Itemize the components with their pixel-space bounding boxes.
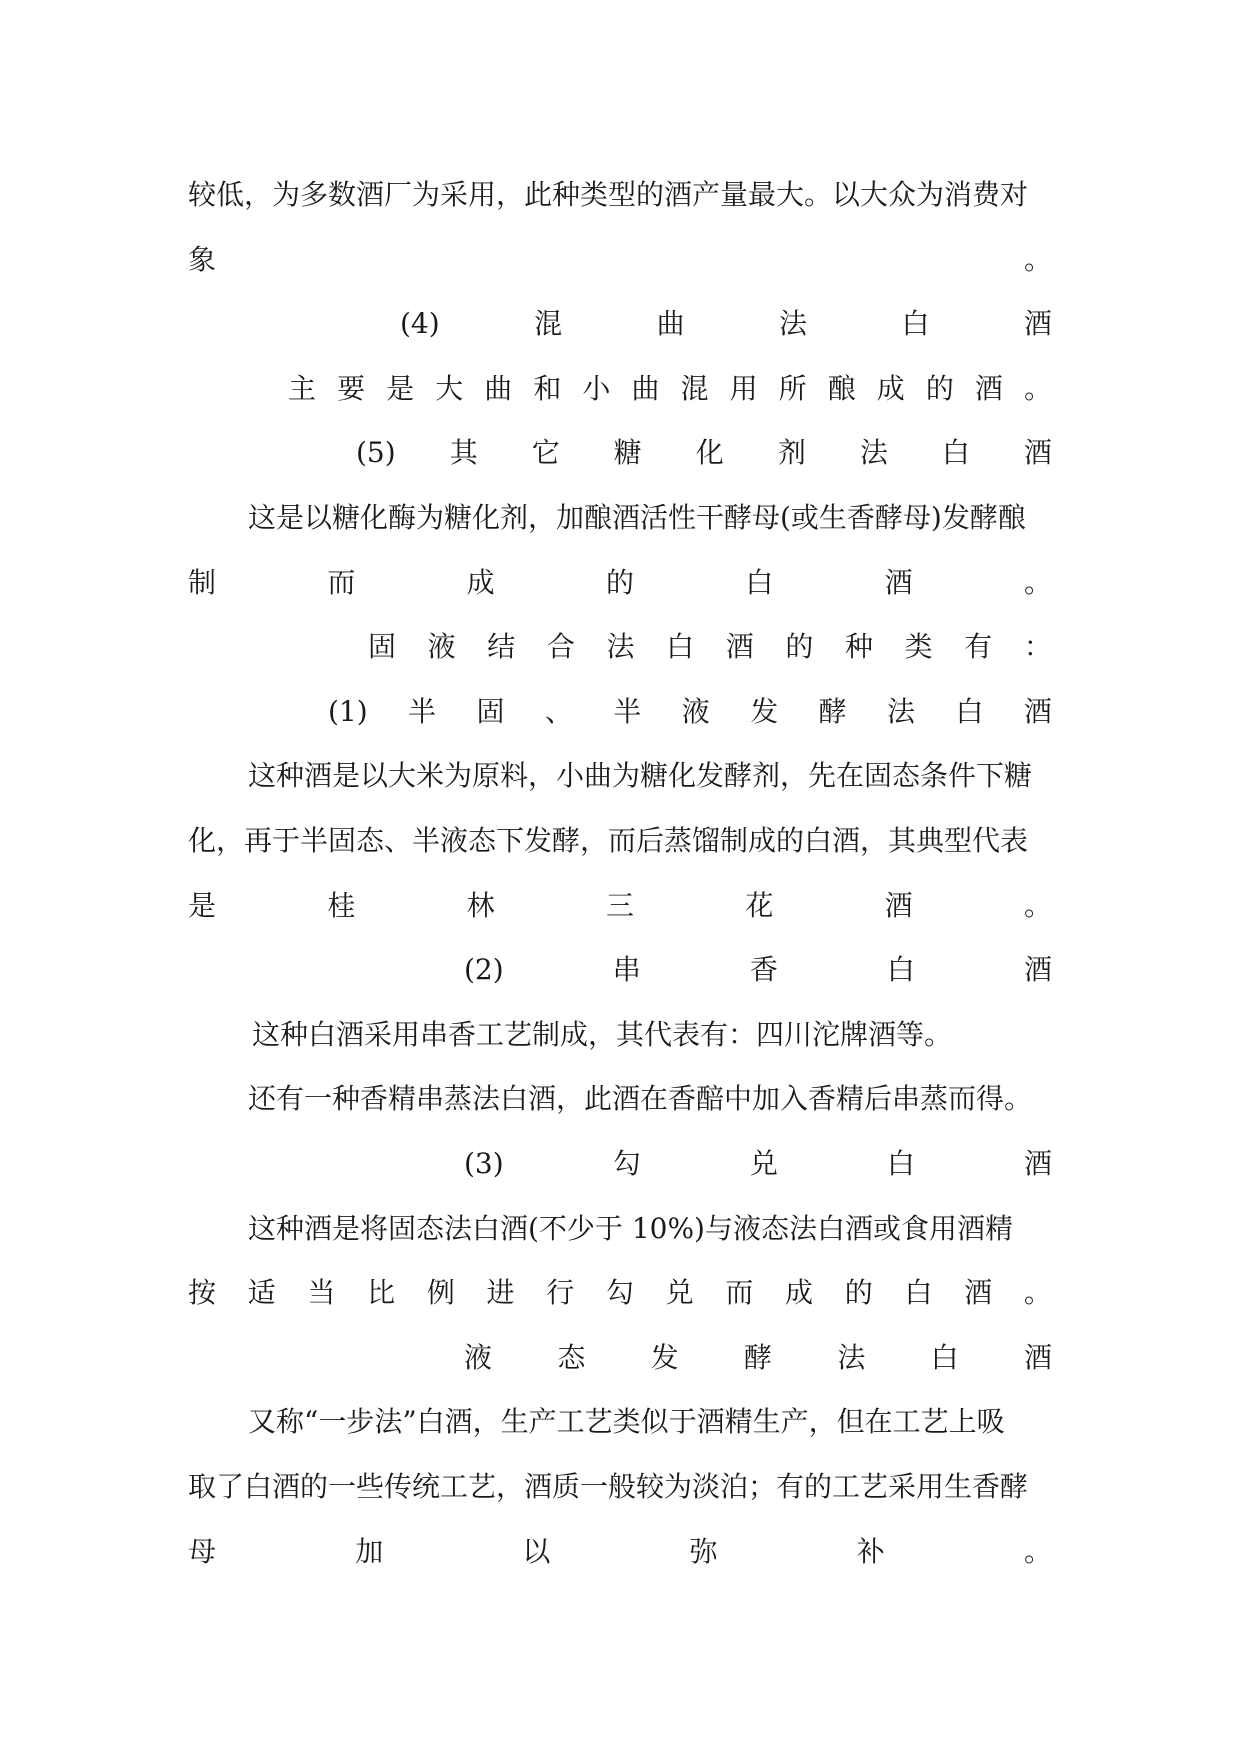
text-token: 是 (188, 888, 217, 922)
text-token: 酒 (1023, 307, 1052, 341)
text-token: 三 (605, 888, 634, 922)
text-token: 要 (337, 371, 366, 405)
text-line (328, 687, 1052, 737)
text-line (188, 1527, 1052, 1577)
text-token: 法 (606, 630, 635, 664)
text-token: 象 (188, 242, 217, 276)
text-token: 曲 (656, 307, 685, 341)
text-token: 合 (546, 630, 575, 664)
text-token: 。 (1023, 242, 1052, 276)
text-token: 法 (887, 694, 916, 728)
text-token: 比 (367, 1276, 396, 1310)
text-token: 半 (408, 694, 437, 728)
text-token: 而 (327, 565, 356, 599)
text-token: 其 (449, 436, 478, 470)
text-token: 林 (466, 888, 495, 922)
text-token: 和 (533, 371, 562, 405)
text-token: 酒 (884, 888, 913, 922)
text-token: 补 (856, 1534, 885, 1568)
text-token: 酒 (725, 630, 754, 664)
text-line: 化，再于半固态、半液态下发酵，而后蒸馏制成的白酒，其典型代表 (188, 824, 1029, 857)
text-token: 酵 (818, 694, 847, 728)
text-line (464, 1139, 1052, 1189)
text-line: 这种酒是将固态法白酒(不少于 10%)与液态法白酒或食用酒精 (248, 1211, 1013, 1245)
text-token: 法 (837, 1340, 866, 1374)
text-token: 加 (355, 1534, 384, 1568)
text-token: 酵 (743, 1340, 772, 1374)
text-token: 法 (779, 307, 808, 341)
text-line (188, 1268, 1052, 1318)
text-token: 。 (1023, 565, 1052, 599)
text-token: 发 (650, 1340, 679, 1374)
text-token: 成 (466, 565, 495, 599)
text-line (464, 945, 1052, 995)
text-token: 糖 (613, 436, 642, 470)
text-token: 的 (785, 630, 814, 664)
text-line (188, 558, 1052, 608)
text-line (188, 881, 1052, 931)
text-token: 结 (487, 630, 516, 664)
text-line: 又称“一步法”白酒，生产工艺类似于酒精生产，但在工艺上吸 (248, 1405, 1005, 1439)
text-token: (2) (464, 953, 504, 987)
text-line: 这种白酒采用串香工艺制成，其代表有：四川沱牌酒等。 (252, 1017, 953, 1051)
text-line: 还有一种香精串蒸法白酒，此酒在香醅中加入香精后串蒸而得。 (248, 1082, 1033, 1116)
text-line: 这是以糖化酶为糖化剂，加酿酒活性干酵母(或生香酵母)发酵酿 (248, 501, 1026, 534)
text-token: 种 (845, 630, 874, 664)
text-token: 白 (941, 436, 970, 470)
text-token: 固 (476, 694, 505, 728)
text-token: 以 (522, 1534, 551, 1568)
text-token: 勾 (612, 1147, 641, 1180)
text-token: 制 (188, 565, 217, 599)
text-token: 成 (785, 1276, 814, 1310)
text-token: 酒 (974, 371, 1003, 405)
text-token: 混 (680, 371, 709, 405)
text-token: 的 (605, 565, 634, 599)
text-token: (4) (400, 307, 440, 341)
text-token: 液 (427, 630, 456, 664)
text-token: 混 (534, 307, 563, 341)
text-token: 酒 (884, 565, 913, 599)
text-token: 半 (613, 694, 642, 728)
text-line: 取了白酒的一些传统工艺，酒质一般较为淡泊；有的工艺采用生香酵 (188, 1470, 1029, 1503)
text-token: 白 (930, 1340, 959, 1374)
text-token: 勾 (605, 1276, 634, 1310)
text-token: 所 (778, 371, 807, 405)
text-token: 行 (546, 1276, 575, 1310)
text-token: 白 (955, 694, 984, 728)
text-token: 态 (557, 1340, 586, 1374)
text-token: 酒 (1023, 1147, 1052, 1180)
text-line (400, 299, 1052, 349)
text-token: 兑 (749, 1147, 778, 1180)
text-token: 例 (426, 1276, 455, 1310)
text-token: 弥 (689, 1534, 718, 1568)
text-token: 小 (582, 371, 611, 405)
text-token: 是 (386, 371, 415, 405)
text-token: 、 (544, 694, 573, 728)
text-token: 而 (725, 1276, 754, 1310)
text-token: 白 (886, 1147, 915, 1180)
text-token: 固 (368, 630, 397, 664)
text-token: 它 (531, 436, 560, 470)
text-token: ： (1023, 630, 1052, 664)
text-line: 这种酒是以大米为原料，小曲为糖化发酵剂，先在固态条件下糖 (248, 759, 1033, 793)
text-token: 液 (464, 1340, 493, 1374)
text-line (368, 622, 1052, 672)
text-token: 酒 (1023, 1340, 1052, 1374)
text-token: 按 (188, 1276, 217, 1310)
text-token: 白 (745, 565, 774, 599)
text-token: 。 (1023, 888, 1052, 922)
text-token: 酒 (1023, 436, 1052, 470)
text-token: 进 (486, 1276, 515, 1310)
text-token: 发 (750, 694, 779, 728)
text-token: (3) (464, 1147, 504, 1180)
text-token: 大 (435, 371, 464, 405)
text-token: 曲 (484, 371, 513, 405)
text-token: 。 (1023, 1534, 1052, 1568)
text-token: 酒 (1023, 694, 1052, 728)
text-line (356, 428, 1052, 478)
text-token: 酒 (964, 1276, 993, 1310)
text-token: 的 (925, 371, 954, 405)
text-token: 。 (1023, 1276, 1052, 1310)
text-token: 白 (666, 630, 695, 664)
text-line (288, 364, 1052, 414)
text-token: 有 (964, 630, 993, 664)
text-token: 曲 (631, 371, 660, 405)
text-token: 酒 (1023, 953, 1052, 987)
text-token: 酿 (827, 371, 856, 405)
text-token: 化 (695, 436, 724, 470)
text-token: 白 (904, 1276, 933, 1310)
text-token: 剂 (777, 436, 806, 470)
text-token: 香 (749, 953, 778, 987)
text-token: 串 (612, 953, 641, 987)
text-token: 成 (876, 371, 905, 405)
text-token: 兑 (665, 1276, 694, 1310)
text-token: (5) (356, 436, 396, 470)
text-token: 白 (886, 953, 915, 987)
text-token: 的 (844, 1276, 873, 1310)
text-token: 。 (1023, 371, 1052, 405)
text-token: 类 (904, 630, 933, 664)
text-token: 法 (859, 436, 888, 470)
text-token: 液 (681, 694, 710, 728)
text-token: 花 (745, 888, 774, 922)
text-token: 当 (307, 1276, 336, 1310)
text-token: 用 (729, 371, 758, 405)
text-line (188, 235, 1052, 285)
text-line (464, 1333, 1052, 1383)
text-line: 较低，为多数酒厂为采用，此种类型的酒产量最大。以大众为消费对 (188, 178, 1029, 211)
text-token: (1) (328, 694, 368, 728)
text-token: 桂 (327, 888, 356, 922)
text-token: 适 (247, 1276, 276, 1310)
text-token: 白 (901, 307, 930, 341)
text-token: 母 (188, 1534, 217, 1568)
text-token: 主 (288, 371, 317, 405)
